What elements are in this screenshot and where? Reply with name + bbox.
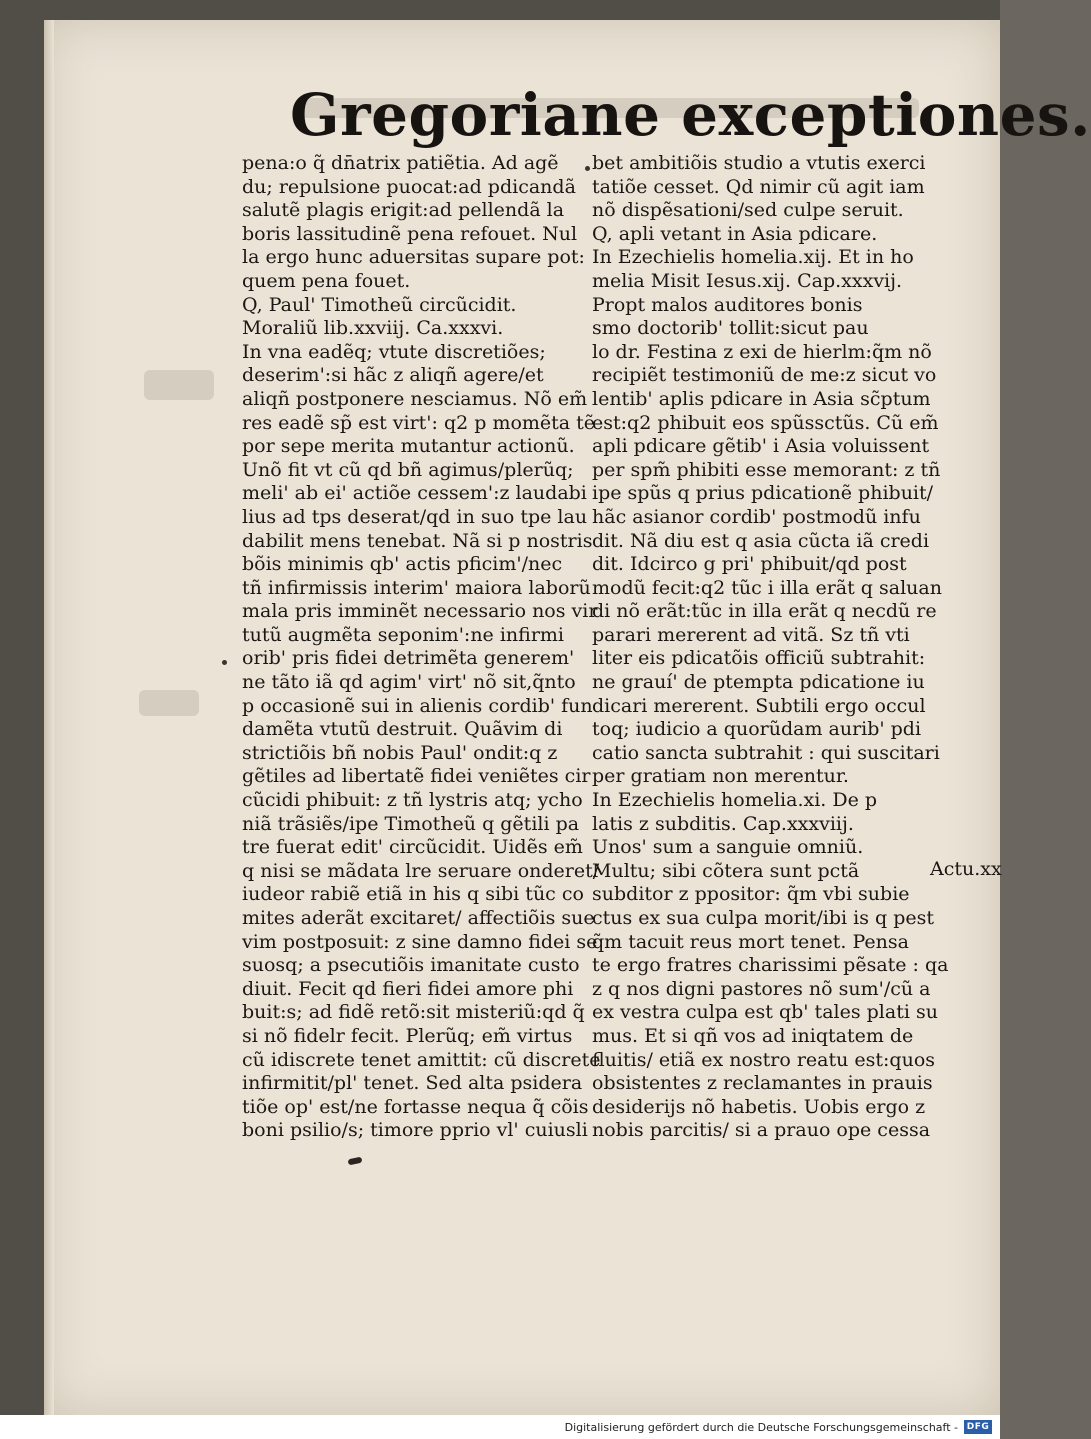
text-line: vim postposuit: z sine damno fidei se <box>242 930 598 953</box>
page-header-title: Gregoriane exceptiones. <box>290 81 1091 149</box>
text-line: catio sancta subtrahit : qui suscitari <box>592 741 940 764</box>
text-line: tre fuerat edit' circũcidit. Uidẽs em̃ <box>242 836 583 859</box>
text-line: dit. Nã diu est q asia cũcta iã credi <box>592 529 930 552</box>
digitization-footer <box>0 1415 1000 1439</box>
right-text-column <box>592 152 949 1143</box>
text-line: pena:o q̃ dn̄atrix patiẽtia. Ad agẽ <box>242 152 559 174</box>
text-line: di nõ erãt:tũc in illa erãt q necdũ re <box>592 600 937 623</box>
text-line: ne grauí' de ptempta pdicatione iu <box>592 671 925 694</box>
text-line: lo dr. Festina z exi de hierlm:q̃m nõ <box>592 340 932 363</box>
text-line: tutũ augmẽta seponim':ne infirmi <box>242 623 565 646</box>
text-line: In Ezechielis homelia.xij. Et in ho <box>592 246 914 269</box>
text-line: desiderijs nõ habetis. Uobis ergo z <box>592 1095 926 1118</box>
text-line: te ergo fratres charissimi pẽsate : qa <box>592 954 949 977</box>
text-line: strictiõis bñ nobis Paul' ondit:q z <box>242 741 558 764</box>
text-line: per gratiam non merentur. <box>592 765 849 788</box>
text-line: lius ad tps deserat/qd in suo tpe lau <box>242 505 588 528</box>
text-line: smo doctorib' tollit:sicut pau <box>592 317 869 340</box>
text-line: iudeor rabiẽ etiã in his q sibi tũc co <box>242 883 584 906</box>
text-line: lentib' aplis pdicare in Asia sc̃ptum <box>592 387 931 410</box>
text-line: Propt malos auditores bonis <box>592 293 863 316</box>
text-line: bet ambitiõis studio a vtutis exerci <box>592 152 926 174</box>
text-line: tiõe op' est/ne fortasse nequa q̃ cõis <box>242 1095 589 1118</box>
text-line: du; repulsione puocat:ad pdicandã <box>242 175 576 198</box>
text-line: bõis minimis qb' actis pficim'/nec <box>242 553 563 576</box>
text-line: aliqñ postponere nesciamus. Nõ em̃ <box>242 387 588 410</box>
text-line: toq; iudicio a quorũdam aurib' pdi <box>592 718 922 741</box>
text-line: q̃m tacuit reus mort tenet. Pensa <box>592 930 909 953</box>
text-line: infirmitit/pl' tenet. Sed alta psidera <box>242 1072 583 1095</box>
text-line: apli pdicare gẽtib' i Asia voluissent <box>592 435 930 458</box>
text-line: obsistentes z reclamantes in prauis <box>592 1072 933 1095</box>
text-line: mala pris imminẽt necessario nos vir <box>242 600 598 623</box>
text-line: fluitis/ etiã ex nostro reatu est:quos <box>592 1048 936 1071</box>
text-line: modũ fecit:q2 tũc i illa erãt q saluan <box>592 576 942 599</box>
text-line: cũ idiscrete tenet amittit: cũ discrete <box>242 1048 601 1071</box>
text-line: In vna eadẽq; vtute discretiões; <box>242 340 546 363</box>
text-line: ne tãto iã qd agim' virt' nõ sit,q̃nto <box>242 671 576 694</box>
text-line: Q, apli vetant in Asia pdicare. <box>592 222 878 245</box>
text-line: la ergo hunc aduersitas supare pot: <box>242 246 585 269</box>
text-line: mus. Et si qñ vos ad iniqtatem de <box>592 1024 914 1047</box>
text-line: dabilit mens tenebat. Nã si p nostris <box>242 529 593 552</box>
text-line: quem pena fouet. <box>242 269 411 292</box>
text-line: cũcidi phibuit: z tñ lystris atq; ycho <box>242 789 583 812</box>
text-line: ipe spũs q prius pdicationẽ phibuit/ <box>592 482 934 505</box>
text-line: Unos' sum a sanguie omniũ. <box>592 836 864 859</box>
bleed-through-mark <box>144 370 214 400</box>
text-line: damẽta vtutũ destruit. Quãvim di <box>242 718 563 741</box>
text-line: por sepe merita mutantur actionũ. <box>242 435 575 458</box>
text-line: per spm̃ phibiti esse memorant: z tñ <box>592 458 941 481</box>
text-line: est:q2 phibuit eos spũssctũs. Cũ em̃ <box>592 411 939 434</box>
text-line: niã trãsiẽs/ipe Timotheũ q gẽtili pa <box>242 812 580 835</box>
text-line: Unõ fit vt cũ qd bñ agimus/plerũq; <box>242 458 574 481</box>
text-line: dicari mererent. Subtili ergo occul <box>592 694 926 717</box>
text-line: orib' pris fidei detrimẽta generem' <box>242 647 575 670</box>
text-line: z q nos digni pastores nõ sum'/cũ a <box>592 977 931 1000</box>
text-line: tñ infirmissis interim' maiora laborũ <box>242 576 591 599</box>
footer-credit-text: Digitalisierung gefördert durch die Deutsche Forschungsgemeinschaft - <box>564 1421 958 1434</box>
text-line: res eadẽ sp̃ est virt': q2 p momẽta tẽ <box>242 411 596 434</box>
text-line: nõ dispẽsationi/sed culpe seruit. <box>592 199 904 222</box>
left-text-column <box>242 152 601 1143</box>
text-line: meli' ab ei' actiõe cessem':z laudabi <box>242 482 587 505</box>
text-line: suosq; a psecutiõis imanitate custo <box>242 954 580 977</box>
text-line: ex vestra culpa est qb' tales plati su <box>592 1001 938 1024</box>
text-line: hãc asianor cordib' postmodũ infu <box>592 505 921 528</box>
text-line: q nisi se mãdata lre seruare onderet/ <box>242 859 600 882</box>
text-line: si nõ fidelr fecit. Plerũq; em̃ virtus <box>242 1024 573 1047</box>
text-line: subditor z ppositor: q̃m vbi subie <box>592 883 910 906</box>
text-line: ctus ex sua culpa morit/ibi is q pest <box>592 907 935 929</box>
bleed-through-mark <box>139 690 199 716</box>
text-line: melia Misit Iesus.xij. Cap.xxxvij. <box>592 269 903 292</box>
text-line: recipiẽt testimoniũ de me:z sicut vo <box>592 364 937 387</box>
text-line: mites aderãt excitaret/ affectiõis sue <box>242 907 595 929</box>
text-line: boni psilio/s; timore pprio vl' cuiusli <box>242 1119 588 1142</box>
text-line: Q, Paul' Timotheũ circũcidit. <box>242 293 517 316</box>
page-gutter <box>44 20 54 1415</box>
text-line: tatiõe cesset. Qd nimir cũ agit iam <box>592 175 925 198</box>
text-line: p occasionẽ sui in alienis cordib' fun <box>242 694 593 717</box>
text-line: nobis parcitis/ si a prauo ope cessa <box>592 1119 931 1142</box>
margin-note: Actu.xx <box>930 858 1002 880</box>
text-line: buit:s; ad fidẽ retõ:sit misteriũ:qd q̃ <box>242 1001 585 1024</box>
text-line: Moraliũ lib.xxviij. Ca.xxxvi. <box>242 317 504 340</box>
dfg-logo-icon: DFG <box>964 1420 992 1434</box>
text-line: salutẽ plagis erigit:ad pellendã la <box>242 199 565 222</box>
text-line: deserim':si hãc z aliqñ agere/et <box>242 364 544 387</box>
text-line: diuit. Fecit qd fieri fidei amore phi <box>242 977 574 1000</box>
text-line: dit. Idcirco g pri' phibuit/qd post <box>592 553 907 576</box>
ink-speck <box>222 660 227 665</box>
text-line: gẽtiles ad libertatẽ fidei veniẽtes cir <box>242 765 591 788</box>
text-line: boris lassitudinẽ pena refouet. Nul <box>242 222 578 245</box>
ink-speck <box>585 166 590 171</box>
text-line: In Ezechielis homelia.xi. De p <box>592 789 878 812</box>
text-line: Multu; sibi cõtera sunt pctã <box>592 859 860 882</box>
text-line: liter eis pdicatõis officiũ subtrahit: <box>592 647 926 670</box>
text-line: parari mererent ad vitã. Sz tñ vti <box>592 623 910 646</box>
text-line: latis z subditis. Cap.xxxviij. <box>592 812 854 835</box>
